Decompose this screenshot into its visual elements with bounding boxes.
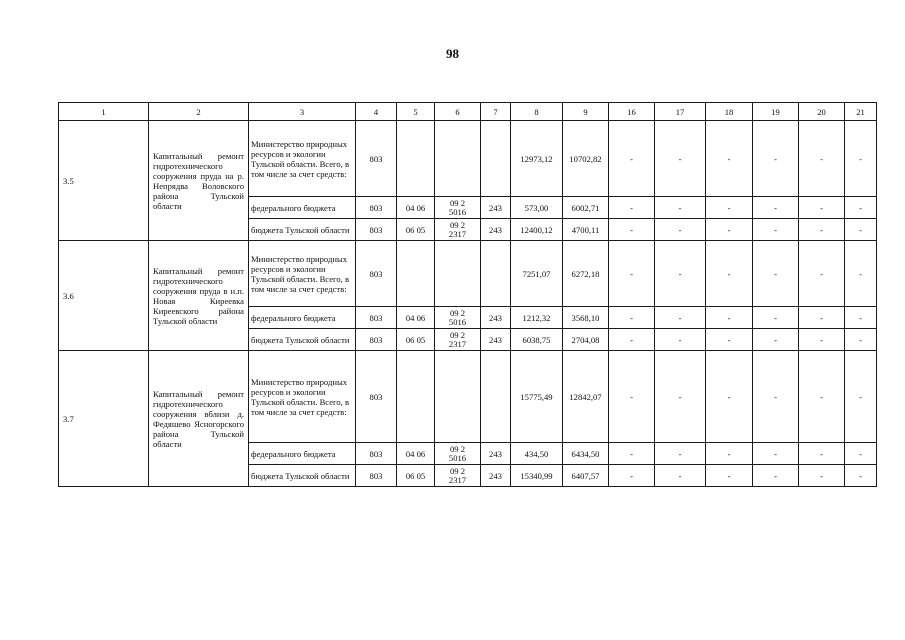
amount-dash: - bbox=[706, 443, 753, 465]
amount-dash: - bbox=[845, 329, 877, 351]
column-header: 9 bbox=[563, 103, 609, 121]
section-code bbox=[397, 351, 435, 443]
amount-dash: - bbox=[799, 219, 845, 241]
amount-dash: - bbox=[609, 465, 655, 487]
item-name-cell bbox=[149, 121, 249, 241]
amount-dash: - bbox=[753, 241, 799, 307]
target-article-part1: 09 2 bbox=[449, 443, 466, 454]
target-article-cell bbox=[435, 351, 481, 443]
funding-source: федерального бюджета bbox=[249, 443, 356, 465]
funding-source: Министерство природных ресурсов и экологии Тульской области. Всего, в том числе за счет средств: bbox=[249, 241, 356, 307]
target-article-part1: 09 2 bbox=[449, 197, 466, 208]
amount-col9: 6272,18 bbox=[563, 241, 609, 307]
column-header: 2 bbox=[149, 103, 249, 121]
ministry-code: 803 bbox=[356, 329, 397, 351]
column-header: 20 bbox=[799, 103, 845, 121]
ministry-code: 803 bbox=[356, 219, 397, 241]
column-header: 21 bbox=[845, 103, 877, 121]
section-code: 06 05 bbox=[397, 329, 435, 351]
ministry-code: 803 bbox=[356, 351, 397, 443]
expense-type-code: 243 bbox=[481, 307, 511, 329]
expense-type-code: 243 bbox=[481, 197, 511, 219]
amount-dash: - bbox=[655, 351, 706, 443]
target-article-cell bbox=[435, 241, 481, 307]
amount-col8: 7251,07 bbox=[511, 241, 563, 307]
amount-dash: - bbox=[799, 121, 845, 197]
table-row bbox=[59, 241, 877, 307]
amount-dash: - bbox=[799, 241, 845, 307]
expense-type-code: 243 bbox=[481, 219, 511, 241]
table-row bbox=[59, 121, 877, 197]
column-header: 3 bbox=[249, 103, 356, 121]
amount-dash: - bbox=[655, 307, 706, 329]
funding-source: Министерство природных ресурсов и экологии Тульской области. Всего, в том числе за счет средств: bbox=[249, 121, 356, 197]
amount-dash: - bbox=[609, 351, 655, 443]
target-article-cell bbox=[435, 121, 481, 197]
amount-dash: - bbox=[753, 351, 799, 443]
amount-col9: 4700,11 bbox=[563, 219, 609, 241]
amount-dash: - bbox=[609, 443, 655, 465]
amount-dash: - bbox=[753, 219, 799, 241]
item-name-cell bbox=[149, 241, 249, 351]
amount-dash: - bbox=[753, 465, 799, 487]
target-article-part2: 5016 bbox=[448, 452, 467, 463]
target-article-cell bbox=[435, 465, 481, 487]
target-article-part1: 09 2 bbox=[449, 219, 466, 230]
amount-dash: - bbox=[609, 121, 655, 197]
amount-dash: - bbox=[655, 241, 706, 307]
amount-dash: - bbox=[845, 443, 877, 465]
column-header: 7 bbox=[481, 103, 511, 121]
column-header: 18 bbox=[706, 103, 753, 121]
amount-dash: - bbox=[799, 351, 845, 443]
target-article-part2: 2317 bbox=[448, 338, 467, 349]
column-header: 16 bbox=[609, 103, 655, 121]
amount-dash: - bbox=[799, 443, 845, 465]
target-article-part2: 2317 bbox=[448, 474, 467, 485]
funding-source: бюджета Тульской области bbox=[249, 329, 356, 351]
expense-type-code: 243 bbox=[481, 465, 511, 487]
funding-source: федерального бюджета bbox=[249, 197, 356, 219]
amount-dash: - bbox=[609, 241, 655, 307]
amount-dash: - bbox=[655, 443, 706, 465]
amount-dash: - bbox=[655, 121, 706, 197]
item-number: 3.7 bbox=[59, 351, 149, 487]
item-name: Капитальный ремонт гидротехнического сооружения пруда в н.п. Новая Киреевка Киреевского района Тульской области bbox=[153, 265, 244, 326]
ministry-code: 803 bbox=[356, 121, 397, 197]
target-article-part2: 5016 bbox=[448, 206, 467, 217]
amount-col8: 1212,32 bbox=[511, 307, 563, 329]
target-article-cell bbox=[435, 197, 481, 219]
section-code: 04 06 bbox=[397, 197, 435, 219]
amount-dash: - bbox=[706, 307, 753, 329]
ministry-code: 803 bbox=[356, 197, 397, 219]
column-header: 6 bbox=[435, 103, 481, 121]
amount-dash: - bbox=[799, 197, 845, 219]
column-header: 1 bbox=[59, 103, 149, 121]
amount-dash: - bbox=[753, 307, 799, 329]
amount-dash: - bbox=[753, 443, 799, 465]
amount-col9: 10702,82 bbox=[563, 121, 609, 197]
funding-source: федерального бюджета bbox=[249, 307, 356, 329]
amount-dash: - bbox=[753, 121, 799, 197]
funding-source: бюджета Тульской области bbox=[249, 219, 356, 241]
expense-type-code bbox=[481, 351, 511, 443]
amount-col9: 2704,08 bbox=[563, 329, 609, 351]
amount-dash: - bbox=[845, 465, 877, 487]
target-article-cell bbox=[435, 219, 481, 241]
amount-dash: - bbox=[799, 307, 845, 329]
target-article-part2: 2317 bbox=[448, 228, 467, 239]
amount-dash: - bbox=[845, 307, 877, 329]
target-article-cell bbox=[435, 307, 481, 329]
amount-dash: - bbox=[609, 307, 655, 329]
budget-table bbox=[58, 102, 877, 487]
amount-col8: 434,50 bbox=[511, 443, 563, 465]
item-number: 3.5 bbox=[59, 121, 149, 241]
amount-dash: - bbox=[845, 197, 877, 219]
section-code bbox=[397, 241, 435, 307]
amount-dash: - bbox=[845, 219, 877, 241]
amount-dash: - bbox=[753, 197, 799, 219]
column-header: 19 bbox=[753, 103, 799, 121]
page-number: 98 bbox=[446, 46, 459, 61]
target-article-part1: 09 2 bbox=[449, 329, 466, 340]
item-name: Капитальный ремонт гидротехнического сооружения вблизи д. Федяшево Ясногорского района Тульской области bbox=[153, 388, 244, 449]
amount-dash: - bbox=[706, 241, 753, 307]
column-header: 8 bbox=[511, 103, 563, 121]
ministry-code: 803 bbox=[356, 241, 397, 307]
amount-dash: - bbox=[706, 351, 753, 443]
expense-type-code: 243 bbox=[481, 329, 511, 351]
amount-dash: - bbox=[753, 329, 799, 351]
ministry-code: 803 bbox=[356, 465, 397, 487]
amount-dash: - bbox=[845, 241, 877, 307]
funding-source: Министерство природных ресурсов и экологии Тульской области. Всего, в том числе за счет средств: bbox=[249, 351, 356, 443]
amount-dash: - bbox=[845, 351, 877, 443]
column-header: 17 bbox=[655, 103, 706, 121]
expense-type-code: 243 bbox=[481, 443, 511, 465]
section-code: 04 06 bbox=[397, 443, 435, 465]
target-article-part1: 09 2 bbox=[449, 307, 466, 318]
funding-source: бюджета Тульской области bbox=[249, 465, 356, 487]
amount-dash: - bbox=[799, 465, 845, 487]
item-name-cell bbox=[149, 351, 249, 487]
amount-col9: 6434,50 bbox=[563, 443, 609, 465]
ministry-code: 803 bbox=[356, 307, 397, 329]
amount-col8: 12973,12 bbox=[511, 121, 563, 197]
item-number: 3.6 bbox=[59, 241, 149, 351]
target-article-part1: 09 2 bbox=[449, 465, 466, 476]
amount-col9: 3568,10 bbox=[563, 307, 609, 329]
amount-dash: - bbox=[706, 329, 753, 351]
amount-dash: - bbox=[845, 121, 877, 197]
amount-dash: - bbox=[706, 121, 753, 197]
column-header: 5 bbox=[397, 103, 435, 121]
amount-dash: - bbox=[799, 329, 845, 351]
amount-dash: - bbox=[706, 219, 753, 241]
amount-col9: 12842,07 bbox=[563, 351, 609, 443]
expense-type-code bbox=[481, 241, 511, 307]
amount-dash: - bbox=[609, 219, 655, 241]
expense-type-code bbox=[481, 121, 511, 197]
column-header: 4 bbox=[356, 103, 397, 121]
section-code bbox=[397, 121, 435, 197]
amount-col9: 6002,71 bbox=[563, 197, 609, 219]
amount-col9: 6407,57 bbox=[563, 465, 609, 487]
amount-dash: - bbox=[655, 465, 706, 487]
target-article-cell bbox=[435, 329, 481, 351]
item-name: Капитальный ремонт гидротехнического сооружения пруда на р. Непрядва Воловского района Тульской области bbox=[153, 150, 244, 211]
target-article-cell bbox=[435, 443, 481, 465]
section-code: 06 05 bbox=[397, 465, 435, 487]
amount-col8: 15340,99 bbox=[511, 465, 563, 487]
amount-col8: 6038,75 bbox=[511, 329, 563, 351]
amount-col8: 12400,12 bbox=[511, 219, 563, 241]
amount-dash: - bbox=[706, 465, 753, 487]
amount-dash: - bbox=[655, 197, 706, 219]
amount-dash: - bbox=[655, 219, 706, 241]
amount-dash: - bbox=[609, 329, 655, 351]
section-code: 06 05 bbox=[397, 219, 435, 241]
amount-col8: 573,00 bbox=[511, 197, 563, 219]
amount-dash: - bbox=[655, 329, 706, 351]
ministry-code: 803 bbox=[356, 443, 397, 465]
section-code: 04 06 bbox=[397, 307, 435, 329]
amount-dash: - bbox=[609, 197, 655, 219]
table-row bbox=[59, 351, 877, 443]
amount-col8: 15775,49 bbox=[511, 351, 563, 443]
target-article-part2: 5016 bbox=[448, 316, 467, 327]
header-row bbox=[59, 103, 877, 121]
amount-dash: - bbox=[706, 197, 753, 219]
